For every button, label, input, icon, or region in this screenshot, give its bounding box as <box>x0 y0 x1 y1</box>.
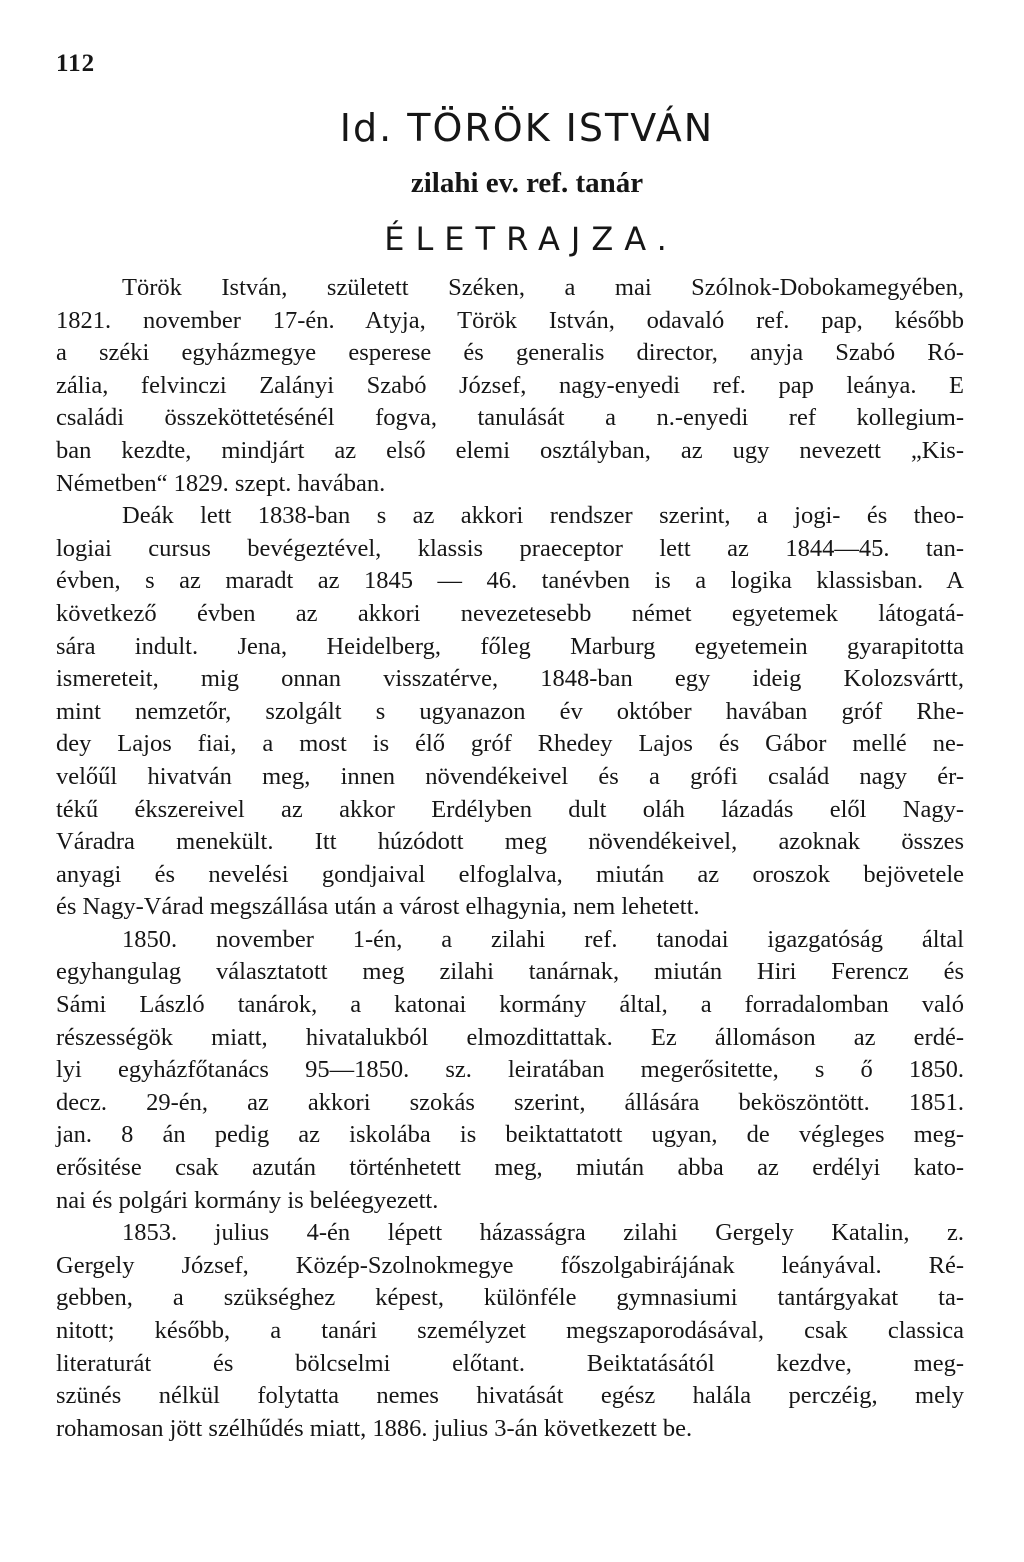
text-line: literaturát és bölcselmi előtant. Beiktatásától kezdve, meg- <box>56 1349 964 1377</box>
text-line: tékű ékszereivel az akkor Erdélyben dult oláh lázadás elől Nagy- <box>56 795 964 823</box>
text-line: ismereteit, mig onnan visszatérve, 1848-ban egy ideig Kolozsvártt, <box>56 665 964 693</box>
text-line: nitott; később, a tanári személyzet megszaporodásával, csak classica <box>56 1317 964 1344</box>
text-line: erősitése csak azután történhetett meg, miután abba az erdélyi kato- <box>56 1154 964 1182</box>
text-line: és Nagy-Várad megszállása után a várost elhagynia, nem lehetett. <box>56 893 700 921</box>
text-line: 1821. november 17-én. Atyja, Török István, odavaló ref. pap, később <box>56 306 964 334</box>
text-line: zália, felvinczi Zalányi Szabó József, nagy-enyedi ref. pap leánya. E <box>56 371 964 399</box>
text-line: lyi egyházfőtanács 95—1850. sz. leiratában megerősitette, s ő 1850. <box>56 1056 964 1084</box>
text-line: decz. 29-én, az akkori szokás szerint, állására beköszöntött. 1851. <box>56 1088 964 1116</box>
text-line: családi összeköttetésénél fogva, tanulását a n.-enyedi ref kollegium- <box>56 404 964 432</box>
text-line: Gergely József, Közép-Szolnokmegye főszolgabirájának leányával. Ré- <box>56 1251 964 1279</box>
text-line: rohamosan jött szélhűdés miatt, 1886. julius 3-án következett be. <box>56 1414 693 1442</box>
section-heading: ÉLETRAJZA. <box>384 220 678 258</box>
text-line: a széki egyházmegye esperese és generalis director, anyja Szabó Ró- <box>56 339 964 367</box>
text-line: nai és polgári kormány is beléegyezett. <box>56 1186 439 1214</box>
text-line: Török István, született Széken, a mai Szólnok-Dobokamegyében, <box>122 274 964 301</box>
text-line: anyagi és nevelési gondjaival elfoglalva, miután az oroszok bejövetele <box>56 860 964 888</box>
text-line: ban kezdte, mindjárt az első elemi osztályban, az ugy nevezett „Kis- <box>56 436 964 464</box>
text-line: részességök miatt, hivatalukból elmozdittattak. Ez állomáson az erdé- <box>56 1023 964 1051</box>
text-line: Váradra menekült. Itt húzódott meg növendékeivel, azoknak összes <box>56 828 964 856</box>
text-line: dey Lajos fiai, a most is élő gróf Rhedey Lajos és Gábor mellé ne- <box>56 730 964 758</box>
body-text <box>56 272 964 1445</box>
text-line: velőűl hivatván meg, innen növendékeivel és a grófi család nagy ér- <box>56 762 964 790</box>
page-title: Id. TÖRÖK ISTVÁN <box>339 106 715 150</box>
text-line: Németben“ 1829. szept. havában. <box>56 469 386 497</box>
page-number: 112 <box>56 50 96 77</box>
text-line: következő évben az akkori nevezetesebb német egyetemek látogatá- <box>56 599 964 627</box>
text-line: évben, s az maradt az 1845 — 46. tanévben is a logika klassisban. A <box>56 567 964 595</box>
text-line: gebben, a szükséghez képest, különféle gymnasiumi tantárgyakat ta- <box>56 1284 964 1312</box>
text-line: 1850. november 1-én, a zilahi ref. tanodai igazgatóság által <box>122 925 964 953</box>
text-line: egyhangulag választatott meg zilahi tanárnak, miután Hiri Ferencz és <box>56 958 964 986</box>
text-line: mint nemzetőr, szolgált s ugyanazon év október havában gróf Rhe- <box>56 697 964 725</box>
text-line: 1853. julius 4-én lépett házasságra zilahi Gergely Katalin, z. <box>122 1219 964 1247</box>
text-line: Deák lett 1838-ban s az akkori rendszer szerint, a jogi- és theo- <box>122 502 964 530</box>
text-line: jan. 8 án pedig az iskolába is beiktattatott ugyan, de végleges meg- <box>56 1121 964 1149</box>
page-subtitle: zilahi ev. ref. tanár <box>410 167 644 199</box>
text-line: logiai cursus bevégeztével, klassis praeceptor lett az 1844—45. tan- <box>56 534 964 562</box>
text-line: Sámi László tanárok, a katonai kormány által, a forradalomban való <box>56 991 964 1019</box>
text-line: sára indult. Jena, Heidelberg, főleg Marburg egyetemein gyarapitotta <box>56 632 964 660</box>
text-line: szünés nélkül folytatta nemes hivatását egész halála perczéig, mely <box>56 1382 964 1410</box>
